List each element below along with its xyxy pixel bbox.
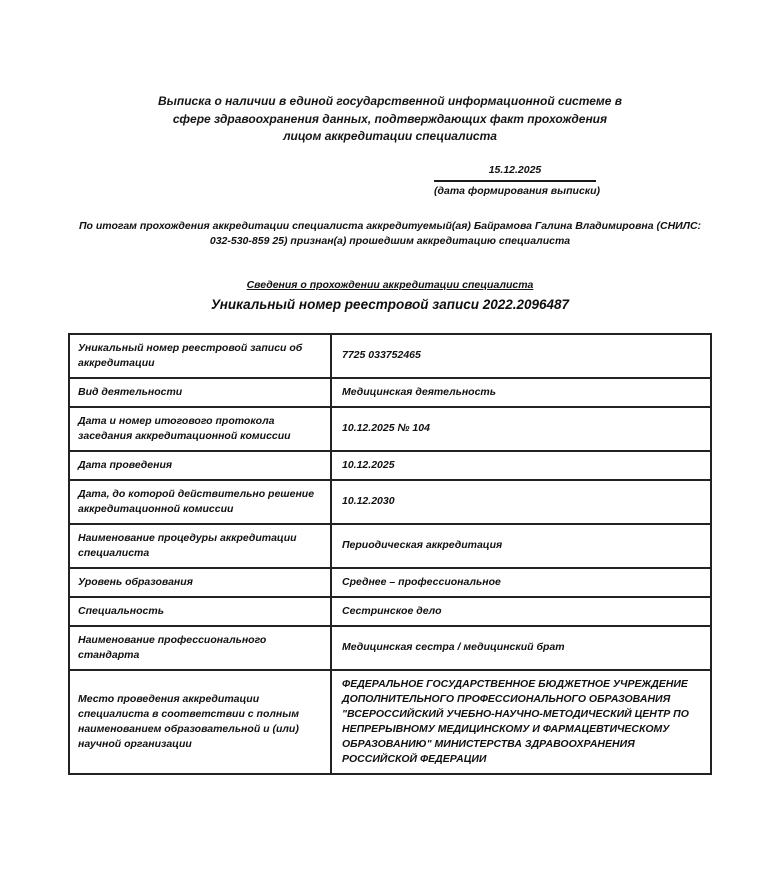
row-label-cell: Специальность <box>69 597 331 626</box>
row-value-cell: Медицинская деятельность <box>331 378 711 407</box>
table-row <box>69 407 711 451</box>
row-value-cell: 10.12.2025 <box>331 451 711 480</box>
row-value-cell: Сестринское дело <box>331 597 711 626</box>
table-row <box>69 524 711 568</box>
row-value-cell: 10.12.2025 № 104 <box>331 407 711 451</box>
formation-date-caption: (дата формирования выписки) <box>434 184 601 197</box>
row-label-cell: Место проведения аккредитации специалиста в соответствии с полным наименованием образовательной и (или) научной организации <box>69 670 331 774</box>
row-label-cell: Дата, до которой действительно решение аккредитационной комиссии <box>69 480 331 524</box>
table-row <box>69 626 711 670</box>
date-block <box>434 163 601 198</box>
table-row <box>69 670 711 774</box>
row-value-cell: Медицинская сестра / медицинский брат <box>331 626 711 670</box>
document-title: Выписка о наличии в единой государственной информационной системе в сфере здравоохранения данных, подтверждающих факт прохождения лицом аккредитации специалиста <box>157 94 623 143</box>
table-row <box>69 451 711 480</box>
row-value-cell: Периодическая аккредитация <box>331 524 711 568</box>
formation-date-value: 15.12.2025 <box>434 163 596 182</box>
row-value-cell: ФЕДЕРАЛЬНОЕ ГОСУДАРСТВЕННОЕ БЮДЖЕТНОЕ УЧРЕЖДЕНИЕ ДОПОЛНИТЕЛЬНОГО ПРОФЕССИОНАЛЬНОГО ОБРАЗОВАНИЯ "ВСЕРОССИЙСКИЙ УЧЕБНО-НАУЧНО-МЕТОДИЧЕСКИЙ ЦЕНТР ПО НЕПРЕРЫВНОМУ МЕДИЦИНСКОМУ И ФАРМАЦЕВТИЧЕСКОМУ ОБРАЗОВАНИЮ" МИНИСТЕРСТВА ЗДРАВООХРАНЕНИЯ РОССИЙСКОЙ ФЕДЕРАЦИИ <box>331 670 711 774</box>
table-row <box>69 568 711 597</box>
row-label-cell: Уровень образования <box>69 568 331 597</box>
section-heading: Сведения о прохождении аккредитации специалиста <box>246 278 534 291</box>
row-label-cell: Дата и номер итогового протокола заседания аккредитационной комиссии <box>69 407 331 451</box>
accreditation-summary-paragraph: По итогам прохождения аккредитации специалиста аккредитуемый(ая) Байрамова Галина Владимировна (СНИЛС: 032-530-859 25) признан(а) прошедшим аккредитацию специалиста <box>78 219 702 247</box>
row-value-cell: Среднее – профессиональное <box>331 568 711 597</box>
row-label-cell: Уникальный номер реестровой записи об аккредитации <box>69 334 331 378</box>
accreditation-details-table <box>68 333 712 775</box>
row-label-cell: Наименование процедуры аккредитации специалиста <box>69 524 331 568</box>
table-row <box>69 597 711 626</box>
row-value-cell: 7725 033752465 <box>331 334 711 378</box>
row-label-cell: Вид деятельности <box>69 378 331 407</box>
table-row <box>69 334 711 378</box>
table-row <box>69 378 711 407</box>
row-label-cell: Наименование профессионального стандарта <box>69 626 331 670</box>
row-value-cell: 10.12.2030 <box>331 480 711 524</box>
registry-number-heading: Уникальный номер реестровой записи 2022.2096487 <box>210 296 570 312</box>
row-label-cell: Дата проведения <box>69 451 331 480</box>
table-row <box>69 480 711 524</box>
